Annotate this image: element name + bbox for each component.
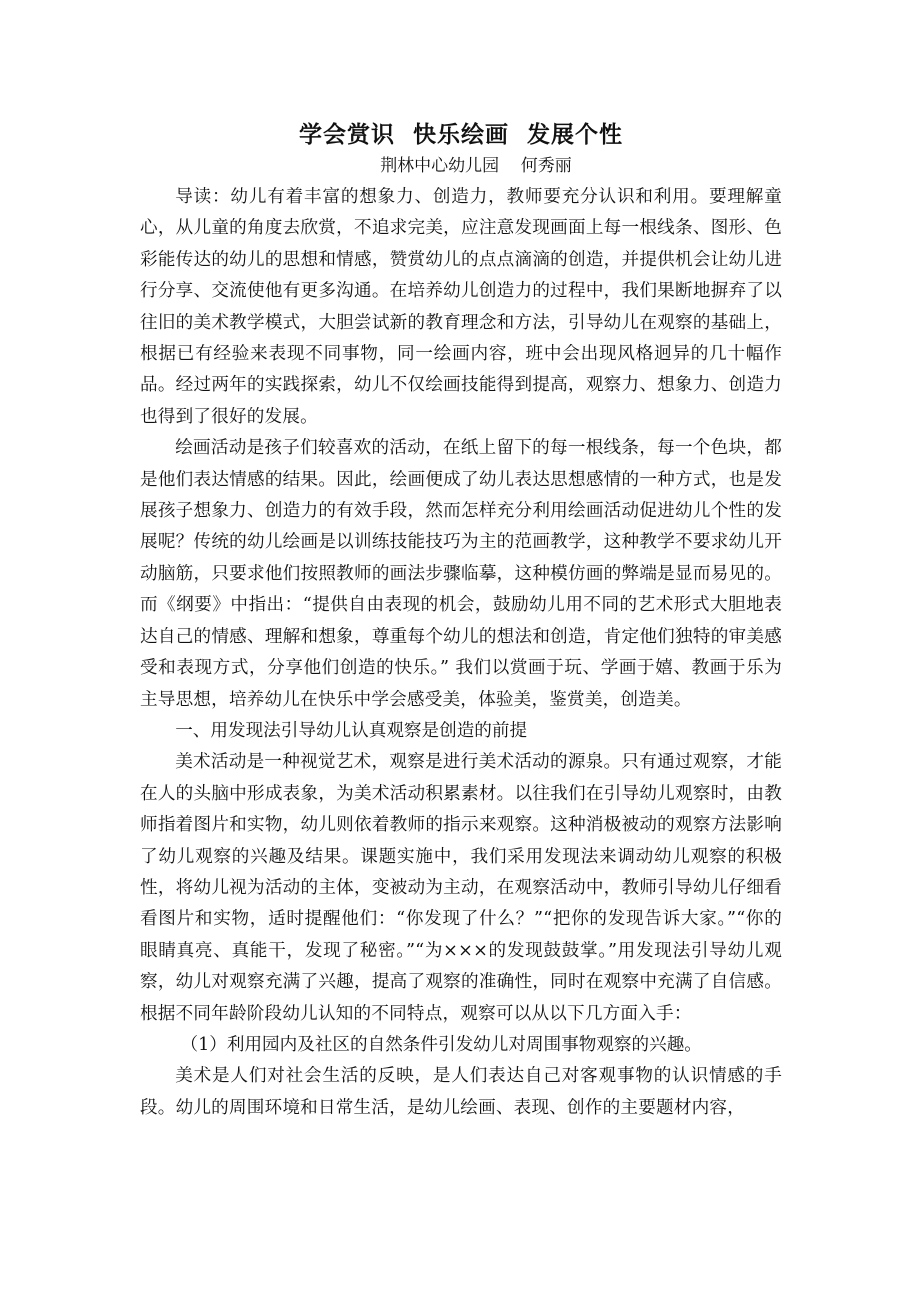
subsection-paragraph: 美术是人们对社会生活的反映，是人们表达自己对客观事物的认识情感的手段。幼儿的周围环境和日常生活，是幼儿绘画、表现、创作的主要题材内容， [140, 1066, 782, 1118]
document-title: 学会赏识 快乐绘画 发展个性 [298, 122, 624, 148]
subsection-heading: （1）利用园内及社区的自然条件引发幼儿对周围事物观察的兴趣。 [180, 1034, 702, 1055]
body-paragraph: 绘画活动是孩子们较喜欢的活动，在纸上留下的每一根线条，每一个色块，都是他们表达情感的结果。因此，绘画便成了幼儿表达思想感情的一种方式，也是发展孩子想象力、创造力的有效手段，然而怎样充分利用绘画活动促进幼儿个性的发展呢？传统的幼儿绘画是以训练技能技巧为主的范画教学，这种教学不要求幼儿开动脑筋，只要求他们按照教师的画法步骤临摹，这种模仿画的弊端是显而易见的。而《纲要》中指出：“提供自由表现的机会，鼓励幼儿用不同的艺术形式大胆地表达自己的情感、理解和想象，尊重每个幼儿的想法和创造，肯定他们独特的审美感受和表现方式，分享他们创造的快乐。” 我们以赏画于玩、学画于嬉、教画于乐为主导思想，培养幼儿在快乐中学会感受美，体验美，鉴赏美，创造美。 [140, 438, 782, 710]
section-heading: 一、用发现法引导幼儿认真观察是创造的前提 [175, 720, 528, 741]
document-page [140, 118, 782, 1124]
author-line: 荆林中心幼儿园 何秀丽 [380, 156, 572, 176]
intro-paragraph: 导读：幼儿有着丰富的想象力、创造力，教师要充分认识和利用。要理解童心，从儿童的角度去欣赏，不追求完美，应注意发现画面上每一根线条、图形、色彩能传达的幼儿的思想和情感，赞赏幼儿的点点滴滴的创造，并提供机会让幼儿进行分享、交流使他有更多沟通。在培养幼儿创造力的过程中，我们果断地摒弃了以往旧的美术教学模式，大胆尝试新的教育理念和方法，引导幼儿在观察的基础上，根据已有经验来表现不同事物，同一绘画内容，班中会出现风格迥异的几十幅作品。经过两年的实践探索，幼儿不仅绘画技能得到提高，观察力、想象力、创造力也得到了很好的发展。 [140, 187, 782, 427]
section-paragraph: 美术活动是一种视觉艺术，观察是进行美术活动的源泉。只有通过观察，才能在人的头脑中形成表象，为美术活动积累素材。以往我们在引导幼儿观察时，由教师指着图片和实物，幼儿则依着教师的指示来观察。这种消极被动的观察方法影响了幼儿观察的兴趣及结果。课题实施中，我们采用发现法来调动幼儿观察的积极性，将幼儿视为活动的主体，变被动为主动，在观察活动中，教师引导幼儿仔细看看图片和实物，适时提醒他们：“你发现了什么？”“把你的发现告诉大家。”“你的眼睛真亮、真能干，发现了秘密。”“为×××的发现鼓鼓掌。”用发现法引导幼儿观察，幼儿对观察充满了兴趣，提高了观察的准确性，同时在观察中充满了自信感。根据不同年龄阶段幼儿认知的不同特点，观察可以从以下几方面入手： [140, 752, 782, 1024]
